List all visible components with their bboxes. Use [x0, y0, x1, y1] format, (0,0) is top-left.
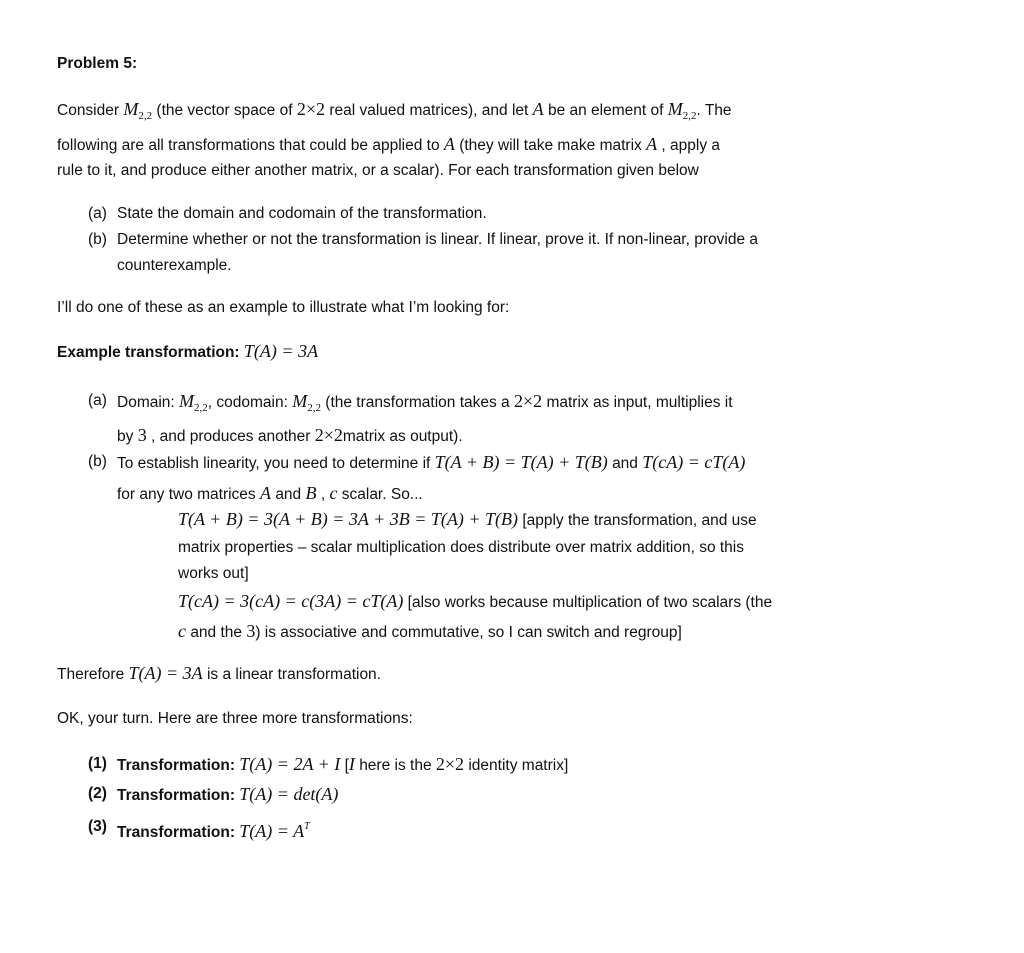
example-text: Domain: — [117, 394, 175, 411]
transpose-superscript: T — [304, 821, 310, 832]
math-I: I — [348, 754, 355, 774]
proof-line-3: works out] — [178, 565, 249, 582]
transform-2-formula: T(A) = det(A) — [239, 784, 339, 804]
proof-line-1 — [178, 508, 757, 532]
math-M: M — [667, 99, 683, 119]
example-text: matrix as input, multiplies it — [546, 394, 733, 411]
intro-text: be an element of — [547, 102, 664, 119]
problem-title: Problem 5: — [57, 55, 138, 72]
conclusion-text: is a linear transformation. — [206, 666, 381, 683]
intro-line-2 — [57, 133, 720, 157]
intro-text: , apply a — [661, 137, 721, 154]
intro-text: real valued matrices), and let — [329, 102, 529, 119]
transform-1-formula: T(A) = 2A + I — [239, 754, 341, 774]
math-2x2: 2×2 — [435, 754, 465, 774]
intro-text: Consider — [57, 102, 120, 119]
example-text: To establish linearity, you need to determine if — [117, 455, 431, 472]
task-b-cont: counterexample. — [117, 257, 232, 274]
math-A: A — [646, 134, 658, 154]
proof-additivity-eq: T(A + B) = 3(A + B) = 3A + 3B = T(A) + T(B) — [178, 509, 518, 529]
math-A: A — [532, 99, 544, 119]
transform-2 — [117, 783, 338, 807]
conclusion — [57, 662, 381, 686]
transform-3-label: (3) — [88, 818, 107, 835]
intro-text: . The — [696, 102, 732, 119]
example-text: for any two matrices — [117, 486, 256, 503]
conclusion-formula: T(A) = 3A — [128, 663, 203, 683]
task-a-label: (a) — [88, 205, 107, 222]
example-text: (the transformation takes a — [325, 394, 510, 411]
example-heading: Example transformation: — [57, 344, 240, 361]
math-c: c — [329, 483, 338, 503]
example-text: matrix as output). — [342, 428, 463, 445]
example-b-line-1 — [117, 451, 745, 475]
example-heading-line — [57, 340, 318, 364]
math-2x2: 2×2 — [513, 391, 543, 411]
conclusion-text: Therefore — [57, 666, 125, 683]
transform-2-label: (2) — [88, 785, 107, 802]
transform-note: identity matrix] — [468, 757, 569, 774]
transform-3-formula: T(A) = A — [239, 821, 305, 841]
example-intro: I’ll do one of these as an example to illustrate what I’m looking for: — [57, 299, 510, 316]
example-text: and — [275, 486, 302, 503]
your-turn: OK, your turn. Here are three more transformations: — [57, 710, 413, 727]
transform-1-label: (1) — [88, 755, 107, 772]
intro-line-3: rule to it, and produce either another matrix, or a scalar). For each transformation given below — [57, 162, 699, 179]
example-text: scalar. So... — [341, 486, 423, 503]
transform-note: [ — [344, 757, 349, 774]
transform-note: here is the — [359, 757, 432, 774]
transform-1 — [117, 753, 568, 777]
example-text: and — [612, 455, 638, 472]
transform-heading: Transformation: — [117, 824, 235, 841]
math-B: B — [305, 483, 317, 503]
example-a-line-2 — [117, 424, 463, 448]
proof-homogeneity-eq: T(cA) = 3(cA) = c(3A) = cT(A) — [178, 591, 404, 611]
example-text: , codomain: — [207, 394, 288, 411]
math-c: c — [178, 621, 186, 641]
math-M: M — [292, 391, 308, 411]
example-b-label: (b) — [88, 453, 107, 470]
math-sub: 2,2 — [307, 402, 321, 414]
math-M: M — [123, 99, 139, 119]
intro-text: following are all transformations that could be applied to — [57, 137, 440, 154]
linearity-homogeneity-eq: T(cA) = cT(A) — [642, 452, 746, 472]
intro-line-1 — [57, 98, 732, 127]
math-A: A — [443, 134, 455, 154]
example-formula: T(A) = 3A — [243, 341, 319, 361]
intro-text: (the vector space of — [156, 102, 293, 119]
transform-heading: Transformation: — [117, 787, 235, 804]
math-sub: 2,2 — [138, 110, 153, 122]
example-b-line-2 — [117, 482, 423, 506]
proof-text: [apply the transformation, and use — [522, 512, 757, 529]
example-text: , — [320, 486, 326, 503]
task-b-label: (b) — [88, 231, 107, 248]
transform-heading: Transformation: — [117, 757, 235, 774]
task-a-text: State the domain and codomain of the transformation. — [117, 205, 487, 222]
proof-line-5 — [178, 620, 682, 644]
proof-text: ) is associative and commutative, so I can switch and regroup] — [255, 624, 682, 641]
math-3: 3 — [137, 425, 147, 445]
math-3: 3 — [246, 621, 256, 641]
intro-text: (they will take make matrix — [459, 137, 642, 154]
math-M: M — [179, 391, 195, 411]
math-2x2: 2×2 — [314, 425, 343, 445]
example-text: , and produces another — [151, 428, 311, 445]
example-a-line-1 — [117, 390, 733, 419]
proof-text: and the — [190, 624, 243, 641]
proof-line-4 — [178, 590, 772, 614]
transform-3 — [117, 816, 310, 844]
math-A: A — [260, 483, 271, 503]
math-sub: 2,2 — [194, 402, 208, 414]
example-text: by — [117, 428, 134, 445]
math-2x2: 2×2 — [296, 99, 325, 119]
proof-text: [also works because multiplication of two scalars (the — [407, 594, 773, 611]
example-a-label: (a) — [88, 392, 107, 409]
linearity-additivity-eq: T(A + B) = T(A) + T(B) — [434, 452, 608, 472]
proof-line-2: matrix properties – scalar multiplication does distribute over matrix addition, so this — [178, 539, 744, 556]
task-b-text: Determine whether or not the transformation is linear. If linear, prove it. If non-linear, provide a — [117, 231, 758, 248]
math-sub: 2,2 — [682, 110, 697, 122]
